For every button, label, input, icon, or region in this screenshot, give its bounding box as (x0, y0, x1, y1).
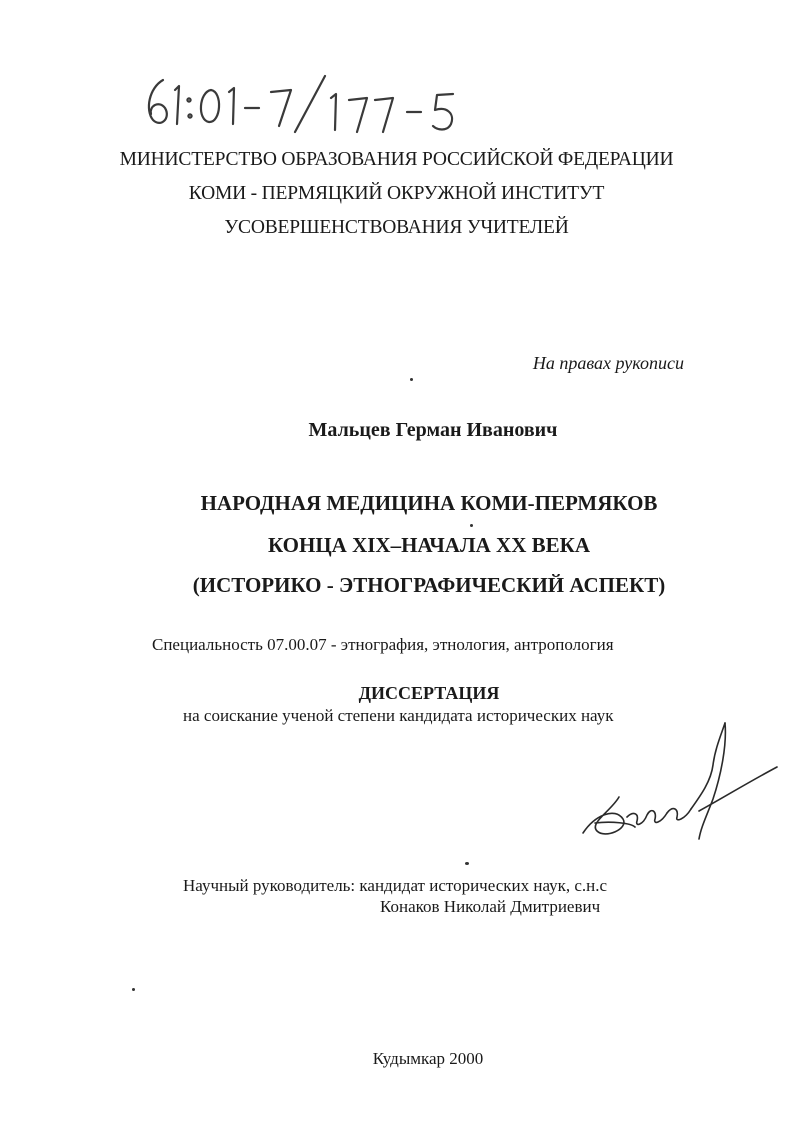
place-and-year: Кудымкар 2000 (372, 1049, 484, 1068)
institute-line-1: КОМИ - ПЕРМЯЦКИЙ ОКРУЖНОЙ ИНСТИТУТ (188, 183, 605, 204)
scan-speck (132, 988, 135, 991)
handwritten-signature (575, 715, 785, 855)
manuscript-rights-note: На правах рукописи (532, 353, 684, 373)
scan-speck (465, 862, 469, 865)
scan-speck (470, 524, 473, 527)
ministry-line: МИНИСТЕРСТВО ОБРАЗОВАНИЯ РОССИЙСКОЙ ФЕДЕРАЦИИ (119, 149, 674, 170)
degree-line: на соискание ученой степени кандидата исторических наук (183, 706, 614, 725)
title-line-3: (ИСТОРИКО - ЭТНОГРАФИЧЕСКИЙ АСПЕКТ) (192, 573, 666, 597)
supervisor-name: Конаков Николай Дмитриевич (380, 897, 601, 916)
specialty-line: Специальность 07.00.07 - этнография, этнология, антропология (152, 635, 614, 654)
scan-speck (410, 378, 413, 381)
title-line-2: КОНЦА XIX–НАЧАЛА XX ВЕКА (267, 533, 591, 557)
author-name: Мальцев Герман Иванович (308, 419, 558, 441)
supervisor-line: Научный руководитель: кандидат исторических наук, с.н.с (183, 876, 608, 895)
handwritten-archive-code (135, 68, 485, 138)
institute-line-2: УСОВЕРШЕНСТВОВАНИЯ УЧИТЕЛЕЙ (224, 217, 569, 238)
work-type: ДИССЕРТАЦИЯ (358, 683, 500, 703)
title-line-1: НАРОДНАЯ МЕДИЦИНА КОМИ-ПЕРМЯКОВ (200, 491, 658, 515)
